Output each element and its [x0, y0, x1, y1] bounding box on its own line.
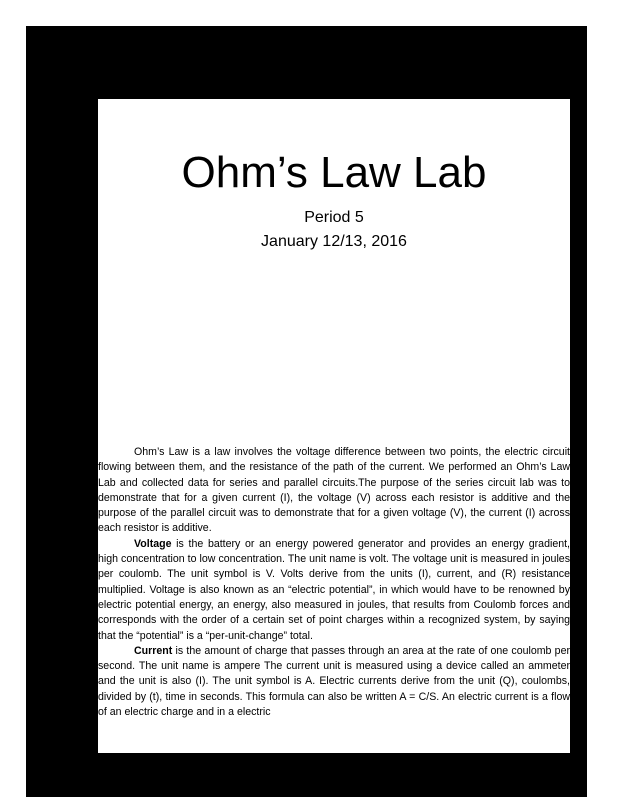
current-paragraph: [98, 644, 570, 720]
current-term: Current: [134, 644, 173, 657]
voltage-text: is the battery or an energy powered generator and provides an energy gradient, high concentration to low concentration. The unit name is volt. The voltage unit is measured in joules per coulomb. The unit symbol is V. Volts derive from the units (I), current, and (R) resistance multiplied. Voltage is also known as an “electric potential”, in which would have to be renowned by electric potential energy, an energy, also measured in joules, that results from Coulomb forces and corresponds with the order of a certain set of point charges within a recognized system, by saying that the “potential” is a “per-unit-change” total.: [98, 537, 570, 642]
document-page: [98, 99, 570, 753]
page-title: Ohm’s Law Lab: [181, 148, 487, 197]
period-label: Period 5: [304, 209, 364, 226]
document-frame: [26, 26, 587, 797]
date-label: January 12/13, 2016: [261, 233, 407, 250]
voltage-term: Voltage: [134, 537, 172, 550]
current-text: is the amount of charge that passes through an area at the rate of one coulomb per second. The unit name is ampere The current unit is measured using a device called an ammeter and the unit is also (I). The unit symbol is A. Electric currents derive from the unit (Q), coulombs, divided by (t), time in seconds. This formula can also be written A = C/S. An electric current is a flow of an electric charge and in a electric: [98, 644, 570, 719]
intro-paragraph: Ohm’s Law is a law involves the voltage difference between two points, the electric circuit flowing between them, and the resistance of the path of the current. We performed an Ohm’s Law Lab and collected data for series and parallel circuits.The purpose of the series circuit lab was to demonstrate that for a given current (I), the voltage (V) across each resistor is additive and the purpose of the parallel circuit was to demonstrate that for a given voltage (V), the current (I) across each resistor is additive.: [98, 446, 570, 535]
document-body: [98, 445, 570, 720]
voltage-paragraph: [98, 537, 570, 644]
